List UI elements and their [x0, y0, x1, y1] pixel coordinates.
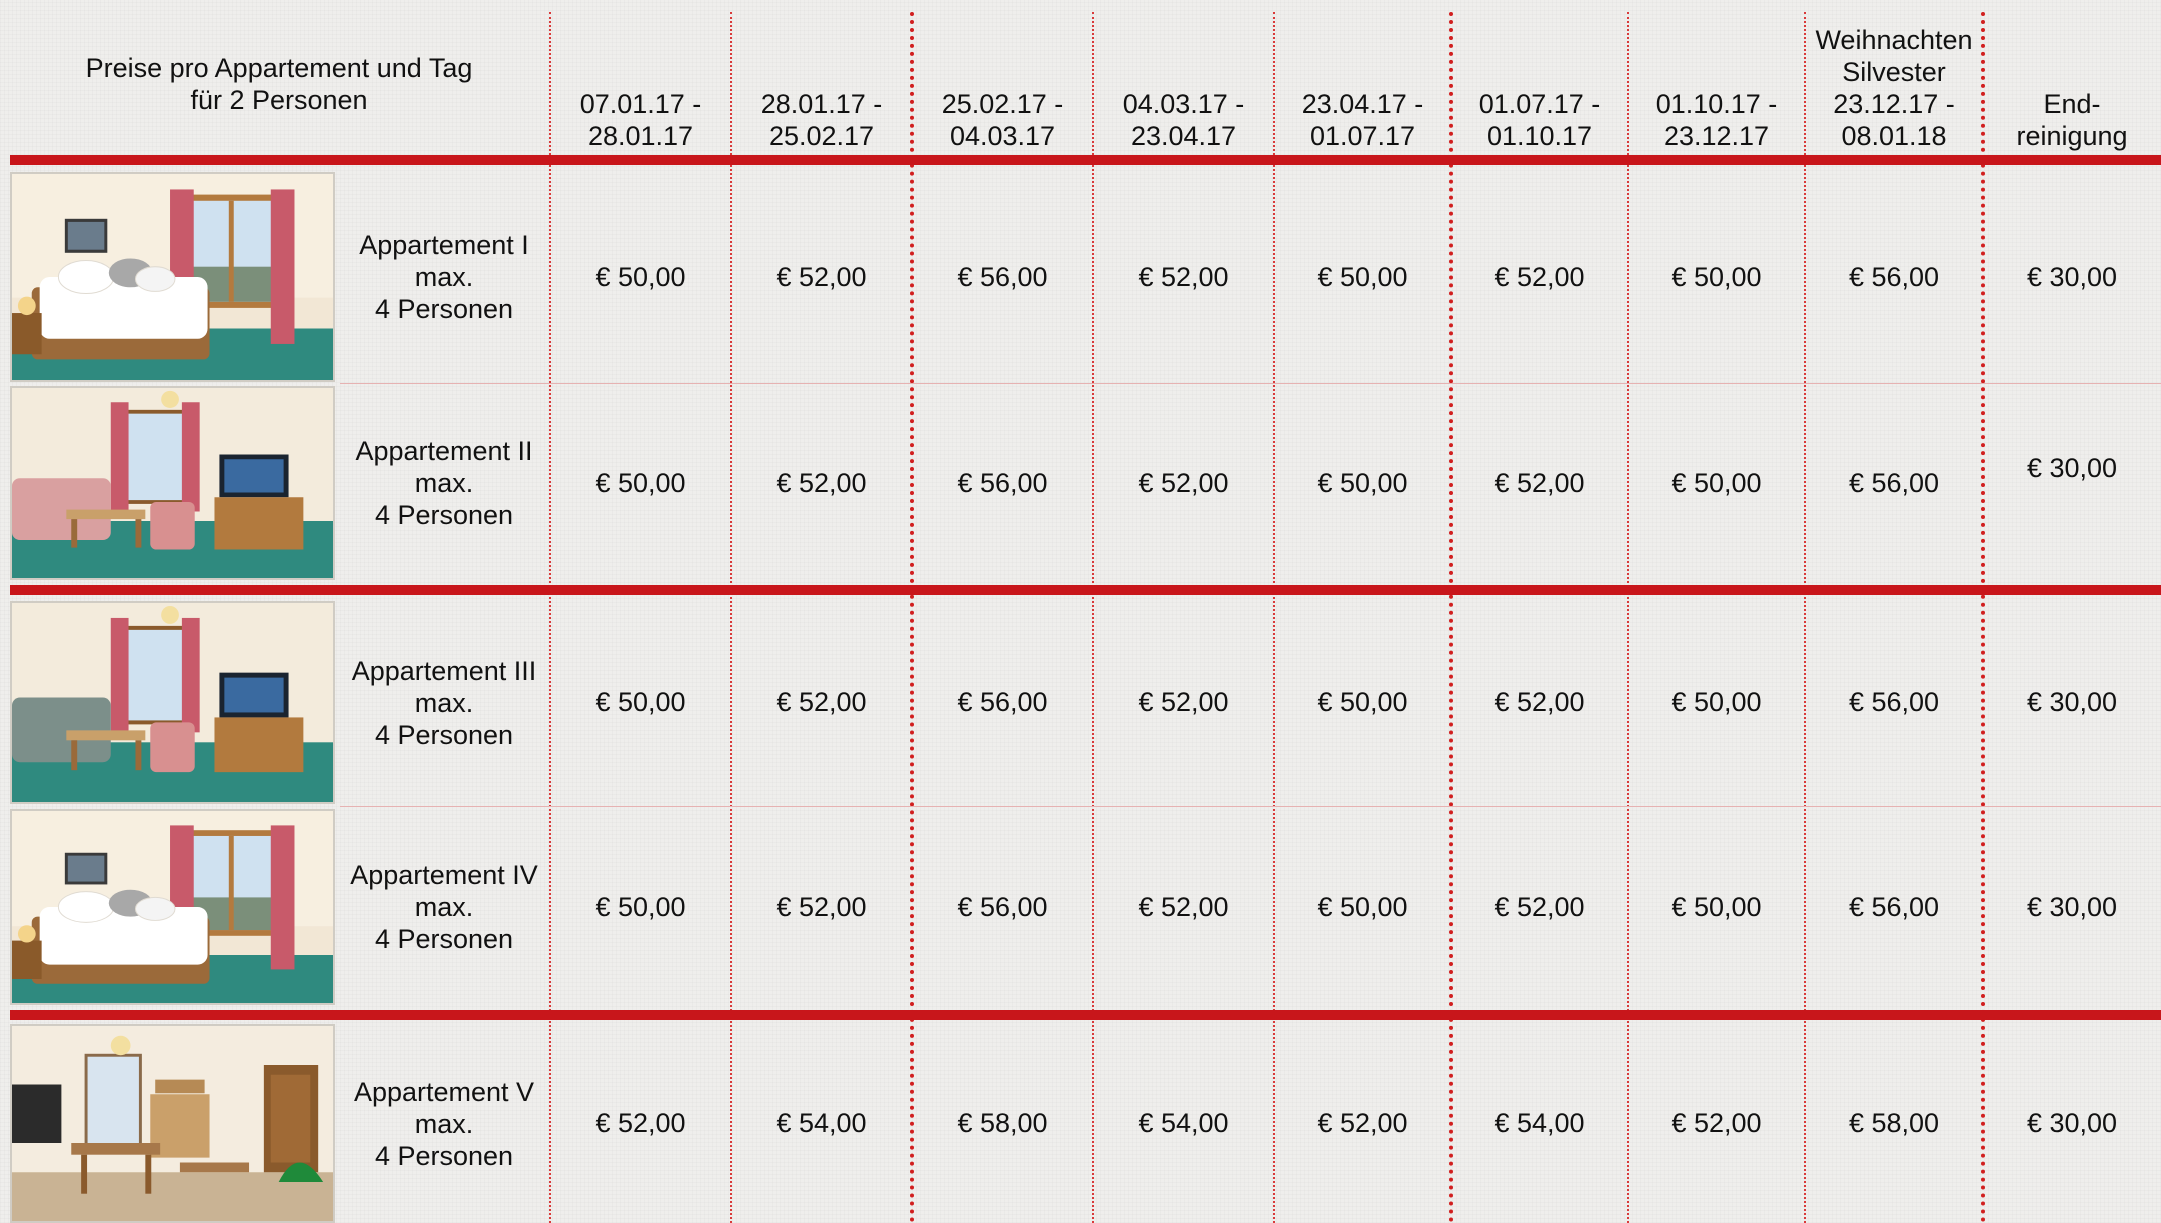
price-cell: € 30,00 — [2026, 261, 2118, 292]
price-cell: € 52,00 — [1138, 467, 1229, 498]
price-cell: € 50,00 — [1317, 687, 1408, 717]
price-cell: € 54,00 — [776, 1108, 867, 1138]
price-cell: € 58,00 — [957, 1108, 1048, 1138]
price-cell: € 52,00 — [1494, 261, 1585, 292]
price-cell: € 50,00 — [1317, 261, 1408, 292]
column-header: 23.04.17 - 01.07.17 — [1301, 89, 1424, 151]
row-divider — [340, 383, 2161, 384]
price-cell: € 52,00 — [1138, 261, 1229, 292]
apartment-name: Appartement V max. 4 Personen — [353, 1076, 535, 1171]
apartment-name: Appartement I max. 4 Personen — [359, 230, 529, 324]
column-header: 04.03.17 - 23.04.17 — [1122, 89, 1245, 151]
price-cell: € 52,00 — [1317, 1108, 1408, 1138]
price-cell: € 56,00 — [957, 467, 1048, 498]
price-cell: € 52,00 — [1494, 891, 1585, 922]
bedroom-photo — [10, 809, 335, 1005]
apartment-name: Appartement II max. 4 Personen — [355, 436, 533, 530]
price-cell: € 52,00 — [595, 1108, 686, 1138]
price-cell: € 56,00 — [957, 261, 1048, 292]
price-cell: € 50,00 — [595, 261, 686, 292]
price-cell: € 52,00 — [776, 687, 867, 717]
column-header: 01.10.17 - 23.12.17 — [1655, 89, 1778, 151]
column-header: 01.07.17 - 01.10.17 — [1478, 89, 1601, 151]
living-room-photo — [10, 386, 335, 580]
price-cell: € 56,00 — [1848, 687, 1940, 717]
price-cell: € 50,00 — [1317, 891, 1408, 922]
price-cell: € 50,00 — [1671, 891, 1762, 922]
price-cell: € 52,00 — [776, 261, 867, 292]
price-cell: € 50,00 — [1671, 467, 1762, 498]
price-cell: € 50,00 — [1671, 687, 1762, 717]
price-cell: € 52,00 — [1494, 467, 1585, 498]
price-cell: € 56,00 — [1848, 261, 1940, 292]
column-header: Weihnachten Silvester 23.12.17 - 08.01.18 — [1815, 25, 1973, 151]
table-title: Preise pro Appartement und Tag für 2 Personen — [85, 53, 473, 115]
price-cell: € 52,00 — [1494, 687, 1585, 717]
row-group-divider — [10, 585, 2161, 595]
column-header: 28.01.17 - 25.02.17 — [760, 89, 883, 151]
price-cell: € 30,00 — [2026, 687, 2118, 717]
price-cell: € 56,00 — [957, 687, 1048, 717]
price-cell: € 30,00 — [2026, 1108, 2118, 1138]
price-cell: € 56,00 — [1848, 467, 1940, 498]
living-room-photo — [10, 601, 335, 804]
price-cell: € 50,00 — [595, 687, 686, 717]
column-header: 25.02.17 - 04.03.17 — [941, 89, 1064, 151]
kitchen-living-photo — [10, 1024, 335, 1223]
row-divider — [340, 806, 2161, 807]
price-cell: € 56,00 — [957, 891, 1048, 922]
price-cell: € 52,00 — [1671, 1108, 1762, 1138]
price-cell: € 52,00 — [776, 467, 867, 498]
price-cell: € 52,00 — [776, 891, 867, 922]
apartment-name: Appartement IV max. 4 Personen — [350, 860, 538, 954]
price-cell: € 52,00 — [1138, 891, 1229, 922]
bedroom-photo — [10, 172, 335, 382]
column-header: End- reinigung — [2016, 89, 2128, 151]
price-cell: € 58,00 — [1848, 1108, 1940, 1138]
price-cell: € 30,00 — [2026, 891, 2118, 922]
row-group-divider — [10, 1010, 2161, 1020]
price-cell: € 50,00 — [1671, 261, 1762, 292]
row-group-divider — [10, 155, 2161, 165]
column-header: 07.01.17 - 28.01.17 — [579, 89, 702, 151]
price-cell: € 56,00 — [1848, 891, 1940, 922]
price-cell: € 50,00 — [595, 467, 686, 498]
price-cell: € 54,00 — [1138, 1108, 1229, 1138]
price-cell: € 50,00 — [1317, 467, 1408, 498]
price-cell: € 50,00 — [595, 891, 686, 922]
price-cell: € 30,00 — [2026, 452, 2118, 483]
apartment-name: Appartement III max. 4 Personen — [351, 655, 537, 750]
price-cell: € 54,00 — [1494, 1108, 1585, 1138]
price-cell: € 52,00 — [1138, 687, 1229, 717]
